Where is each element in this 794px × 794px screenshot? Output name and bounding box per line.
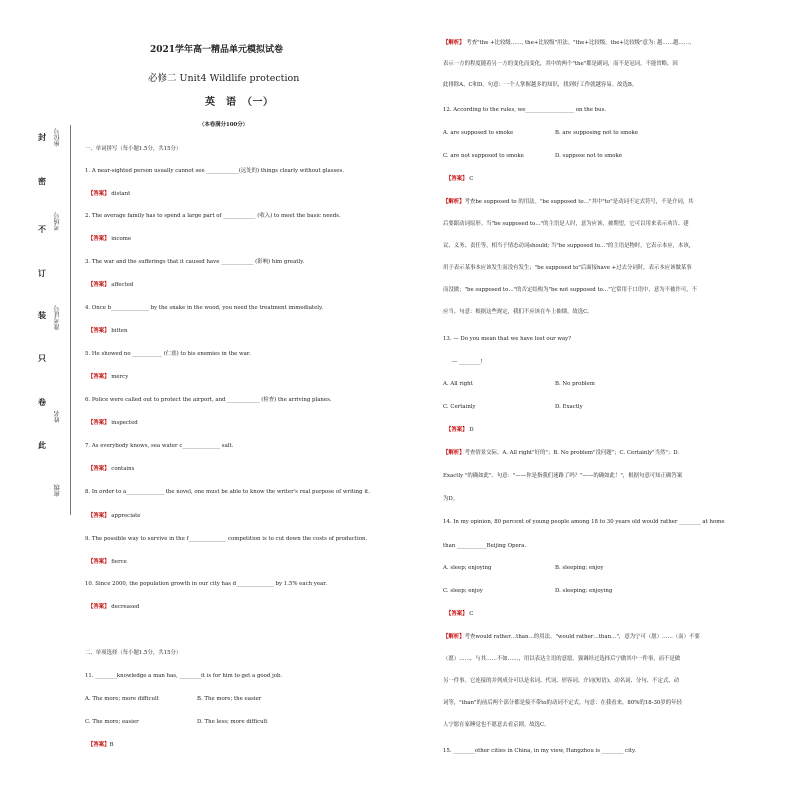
answer-tag: 【答案】 bbox=[88, 328, 110, 334]
answer-tag: 【答案】 bbox=[88, 466, 110, 472]
answer-value: mercy bbox=[111, 374, 129, 380]
analysis-tag: 【解析】 bbox=[443, 199, 465, 205]
question-14: 14. In my opinion, 80 percent of young people among 18 to 30 years old would rather ________ at home bbox=[443, 519, 725, 525]
answer-value: bitten bbox=[111, 328, 128, 334]
question-2: 2. The average family has to spend a large part of ____________ (收入) to meet the basic needs. bbox=[85, 213, 341, 219]
answer-6 bbox=[88, 421, 138, 426]
q12-analysis-line-1 bbox=[443, 200, 694, 205]
q12-option-b: B. are supposing not to smoke bbox=[555, 130, 638, 136]
q13-option-b: B. No problem bbox=[555, 381, 595, 387]
answer-value: C bbox=[469, 176, 474, 182]
analysis-text: 考查情景交际。A. All right"好的"；B. No problem"没问题"；C. Certainly"当然"；D. bbox=[464, 450, 680, 456]
question-14-line-2: than ___________Beijing Opera. bbox=[443, 543, 527, 549]
exam-room-label: 考场号 bbox=[54, 212, 61, 231]
answer-11 bbox=[88, 743, 114, 748]
sidebar-char: 只 bbox=[38, 353, 46, 363]
q14-analysis-line-1 bbox=[443, 635, 700, 640]
q13-analysis-line-1 bbox=[443, 451, 679, 456]
q14-option-d: D. sleeping; enjoying bbox=[555, 588, 613, 594]
score-note: （本卷满分100分） bbox=[199, 122, 248, 128]
question-1: 1. A near-sighted person usually cannot see ____________(远处的) things clearly without glasses. bbox=[85, 168, 344, 174]
q12-option-c: C. are not supposed to smoke bbox=[443, 153, 524, 159]
sidebar-char: 装 bbox=[38, 310, 46, 320]
question-13: 13. — Do you mean that we have lost our way? bbox=[443, 336, 572, 342]
answer-tag: 【答案】 bbox=[88, 191, 110, 197]
q11-option-b: B. The more; the easier bbox=[197, 696, 262, 702]
analysis-text: 考查would rather…than…的用法。"would rather…than…"，意为宁可（愿）……（而）不要 bbox=[464, 634, 700, 640]
answer-tag: 【答案】 bbox=[88, 513, 110, 519]
q14-analysis-line-3: 另一件事。它连接的并列成分可以是名词、代词、形容词、介词(短语)、动名词、分句、不定式、动 bbox=[443, 678, 680, 684]
sidebar-char: 不 bbox=[38, 224, 46, 234]
q14-analysis-line-5: 人宁愿在家睡觉也不愿意去看京剧。故选C。 bbox=[443, 722, 550, 728]
question-10: 10. Since 2000, the population growth in our city has d______________ by 1.5% each year. bbox=[85, 581, 327, 587]
q14-option-c: C. sleep; enjoy bbox=[443, 588, 483, 594]
sidebar-char: 封 bbox=[38, 132, 46, 142]
answer-tag: 【答案】 bbox=[88, 420, 110, 426]
answer-value: contains bbox=[111, 466, 135, 472]
binding-line bbox=[70, 125, 71, 515]
answer-tag: 【答案】 bbox=[88, 742, 110, 748]
answer-13 bbox=[446, 428, 474, 433]
answer-value: inspected bbox=[111, 420, 138, 426]
answer-value: decreased bbox=[111, 604, 140, 610]
answer-value: fierce bbox=[111, 559, 127, 565]
q13-option-a: A. All right bbox=[443, 381, 473, 387]
q14-option-a: A. sleep; enjoying bbox=[443, 565, 492, 571]
answer-10 bbox=[88, 605, 139, 610]
question-9: 9. The possible way to survive in the f______________ competition is to cut down the costs of production. bbox=[85, 536, 368, 542]
section1-heading: 一、单词拼写（每小题1.5分，共15分） bbox=[85, 146, 182, 152]
name-label: 姓名 bbox=[54, 410, 61, 423]
answer-tag: 【答案】 bbox=[88, 282, 110, 288]
answer-value: appreciate bbox=[111, 513, 141, 519]
answer-value: distant bbox=[111, 191, 131, 197]
q13-option-d: D. Exactly bbox=[555, 404, 583, 410]
q12-option-a: A. are supposed to smoke bbox=[443, 130, 514, 136]
question-5: 5. He showed no ___________ (仁慈) to his enemies in the war. bbox=[85, 351, 251, 357]
answer-value: affected bbox=[111, 282, 134, 288]
answer-14 bbox=[446, 612, 473, 617]
q13-analysis-line-3: 为D。 bbox=[443, 496, 459, 502]
answer-tag: 【答案】 bbox=[88, 374, 110, 380]
analysis-text: 考查"the +比较级……, the+比较级"用法。"the+比较级，the+比较级"意为: 越……越……， bbox=[466, 40, 695, 46]
analysis-text: 考查be supposed to 的用法。"be supposed to…"其中"to"是动词不定式符号，不是介词，其 bbox=[464, 199, 694, 205]
answer-tag: 【答案】 bbox=[88, 236, 110, 242]
answer-tag: 【答案】 bbox=[446, 611, 468, 617]
answer-2 bbox=[88, 237, 131, 242]
exam-subtitle: 必修二 Unit4 Wildlife protection bbox=[148, 73, 300, 84]
q11-option-a: A. The more; more difficult bbox=[85, 696, 159, 702]
q11-option-d: D. The less; more difficult bbox=[197, 719, 268, 725]
subject-title: 英 语 （一） bbox=[205, 97, 274, 108]
question-12: 12. According to the rules, we__________________ on the bus. bbox=[443, 107, 607, 113]
q11-analysis-line-1 bbox=[443, 41, 695, 46]
sidebar-char: 密 bbox=[38, 176, 46, 186]
answer-5 bbox=[88, 375, 128, 380]
answer-tag: 【答案】 bbox=[88, 604, 110, 610]
answer-3 bbox=[88, 283, 133, 288]
answer-12 bbox=[446, 177, 473, 182]
class-label: 班级 bbox=[54, 484, 61, 497]
section2-heading: 二、单项选择（每小题1.5分，共15分） bbox=[85, 650, 182, 656]
question-15: 15. ________other cities in China, in my view, Hangzhou is ________ city. bbox=[443, 748, 637, 754]
q13-blank: — ________! bbox=[452, 359, 483, 365]
q13-option-c: C. Certainly bbox=[443, 404, 476, 410]
sidebar-char: 此 bbox=[38, 440, 46, 450]
analysis-tag: 【解析】 bbox=[443, 450, 465, 456]
seat-number-label: 座位号 bbox=[54, 128, 61, 147]
answer-1 bbox=[88, 192, 130, 197]
answer-value: D bbox=[469, 427, 474, 433]
question-6: 6. Police were called out to protect the airport, and ____________ (检查) the arriving planes. bbox=[85, 397, 332, 403]
answer-tag: 【答案】 bbox=[446, 427, 468, 433]
sidebar-char: 卷 bbox=[38, 397, 46, 407]
q12-analysis-line-6: 应当。句意：根据这些规定，我们不应该在车上抽烟。故选C。 bbox=[443, 309, 593, 315]
analysis-tag: 【解析】 bbox=[443, 40, 465, 46]
answer-7 bbox=[88, 467, 134, 472]
answer-9 bbox=[88, 560, 127, 565]
q12-analysis-line-5: 而没做；"be supposed to…"的否定结构为"be not supposed to…"它常用于口语中，意为不被许可，不 bbox=[443, 287, 697, 293]
sidebar-char: 订 bbox=[38, 268, 46, 278]
answer-4 bbox=[88, 329, 127, 334]
answer-tag: 【答案】 bbox=[88, 559, 110, 565]
q12-analysis-line-2: 后要跟动词原形。当"be supposed to…"的主语是人时，意为应该，被期望，它可以用来表示劝告、建 bbox=[443, 221, 689, 227]
q12-analysis-line-4: 用于表示某事本应该发生而没有发生；"be supposed to"后面接have +过去分词时，表示本应该做某事 bbox=[443, 265, 692, 271]
q14-analysis-line-2: （愿）……，与其……不如……，用以表达主语的意愿，强调经过选择后宁做其中一件事，而不是做 bbox=[443, 656, 681, 662]
exam-title: 2021学年高一精品单元模拟试卷 bbox=[150, 45, 284, 55]
analysis-tag: 【解析】 bbox=[443, 634, 465, 640]
question-4: 4. Once b______________ by the snake in the wood, you need the treatment immediately. bbox=[85, 305, 324, 311]
question-3: 3. The war and the sufferings that it caused have ____________ (影响) him greatly. bbox=[85, 259, 305, 265]
answer-value: income bbox=[111, 236, 132, 242]
q13-analysis-line-2: Exactly "的确如此"。句意："——你是指我们迷路了吗？"——的确如此！"，根据句意可知正确答案 bbox=[443, 473, 683, 479]
q12-option-d: D. suppose not to smoke bbox=[555, 153, 622, 159]
answer-tag: 【答案】 bbox=[446, 176, 468, 182]
answer-value: C bbox=[469, 611, 474, 617]
admission-number-label: 准考证号 bbox=[54, 305, 61, 330]
q14-analysis-line-4: 词等，"than"的前后两个部分都是接不带to的动词不定式。句意：在我看来，80%的18-30岁的年轻 bbox=[443, 700, 682, 706]
q11-option-c: C. The more; easier bbox=[85, 719, 139, 725]
answer-value: B bbox=[109, 742, 114, 748]
question-7: 7. As everybody knows, sea water c______________ salt. bbox=[85, 443, 234, 449]
q14-option-b: B. sleeping; enjoy bbox=[555, 565, 604, 571]
q12-analysis-line-3: 议、义务、责任等，相当于情态动词should; 当"be supposed to…"的主语是物时，它表示本应，本该， bbox=[443, 243, 695, 249]
question-11: 11. ________knowledge a man has, ________it is for him to get a good job. bbox=[85, 673, 283, 679]
q11-analysis-line-2: 表示一方的程度随着另一方的变化而变化，其中的两个"the"都是副词，而不是冠词，不能省略，因 bbox=[443, 61, 678, 67]
q11-analysis-line-3: 此排除A、C和D。句意：一个人掌握越多的知识，找到好工作就越容易。故选B。 bbox=[443, 82, 638, 88]
question-8: 8. In order to a______________ the novel, one must be able to know the writer's real purpose of writing it. bbox=[85, 489, 370, 495]
answer-8 bbox=[88, 514, 141, 519]
